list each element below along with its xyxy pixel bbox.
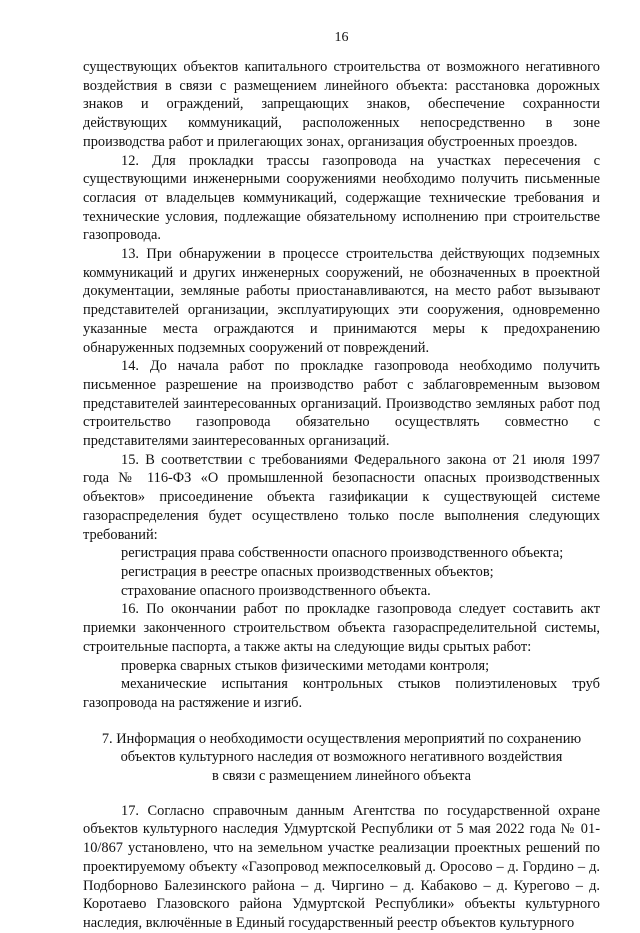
section-heading-line: объектов культурного наследия от возможного негативного воздействия (120, 749, 563, 766)
section-heading-line: в связи с размещением линейного объекта (211, 768, 472, 785)
document-page (83, 0, 600, 931)
paragraph-13: 13. При обнаружении в процессе строительства действующих подземных коммуникаций и других инженерных сооружений, не обозначенных в проектной документации, земляные работы приостанавливаются, на место работ вызывают представителей организации, эксплуатирующих эти сооружения, одновременно указанные места ограждаются и принимаются меры к предохранению обнаруженных подземных сооружений от повреждений. (83, 246, 600, 356)
section-7-heading (83, 730, 600, 786)
paragraph-17: 17. Согласно справочным данным Агентства по государственной охране объектов культурного наследия Удмуртской Республики от 5 мая 2022 года № 01-10/867 установлено, что на земельном участке реализации проектных решений по проектируемому объекту «Газопровод межпоселковый д. Оросово – д. Гордино – д. Подборново Балезинского района – д. Чиргино – д. Кабаково – д. Курегово – д. Коротаево Глазовского района Удмуртской Республики» объекты культурного наследия, включённые в Единый государственный реестр объектов культурного (83, 802, 600, 931)
hidden-work-item-continuation: газопровода на растяжение и изгиб. (83, 694, 303, 711)
page-number: 16 (334, 30, 349, 45)
requirement-item: страхование опасного производственного объекта. (121, 582, 431, 599)
paragraph-15: 15. В соответствии с требованиями Федерального закона от 21 июля 1997 года № 116-ФЗ «О промышленной безопасности опасных производственных объектов» присоединение объекта газификации к существующей системе газораспределения будет осуществлено только после выполнения следующих требований: (83, 451, 600, 543)
paragraph-16: 16. По окончании работ по прокладке газопровода следует составить акт приемки законченного строительством объекта газораспределительной системы, строительные паспорта, а также акты на следующие виды срытых работ: (83, 601, 600, 655)
hidden-work-item: механические испытания контрольных стыков полиэтиленовых труб (121, 676, 600, 693)
document-body (83, 58, 600, 933)
paragraph-11-continuation: существующих объектов капитального строительства от возможного негативного воздействия в связи с размещением линейного объекта: расстановка дорожных знаков и ограждений, запрещающих знаков, обеспечение сохранности действующих коммуникаций, расположенных непосредственно в зоне производства работ и прилегающих зонах, организация обустроенных проездов. (83, 59, 600, 150)
section-heading-line: 7. Информация о необходимости осуществления мероприятий по сохранению (101, 730, 582, 747)
paragraph-12: 12. Для прокладки трассы газопровода на участках пересечения с существующими инженерными сооружениями необходимо получить письменные согласия от владельцев коммуникаций, содержащие технические требования и технические условия, подлежащие обязательному исполнению при строительстве газопровода. (83, 152, 600, 244)
paragraph-14: 14. До начала работ по прокладке газопровода необходимо получить письменное разрешение на производство работ с заблаговременным вызовом представителей заинтересованных организаций. Производство земляных работ под строительство газопровода обязательно осуществлять совместно с представителями заинтересованных организаций. (83, 358, 600, 450)
requirement-item: регистрация в реестре опасных производственных объектов; (121, 563, 494, 580)
requirement-item: регистрация права собственности опасного производственного объекта; (121, 545, 564, 562)
hidden-work-item: проверка сварных стыков физическими методами контроля; (121, 657, 490, 674)
